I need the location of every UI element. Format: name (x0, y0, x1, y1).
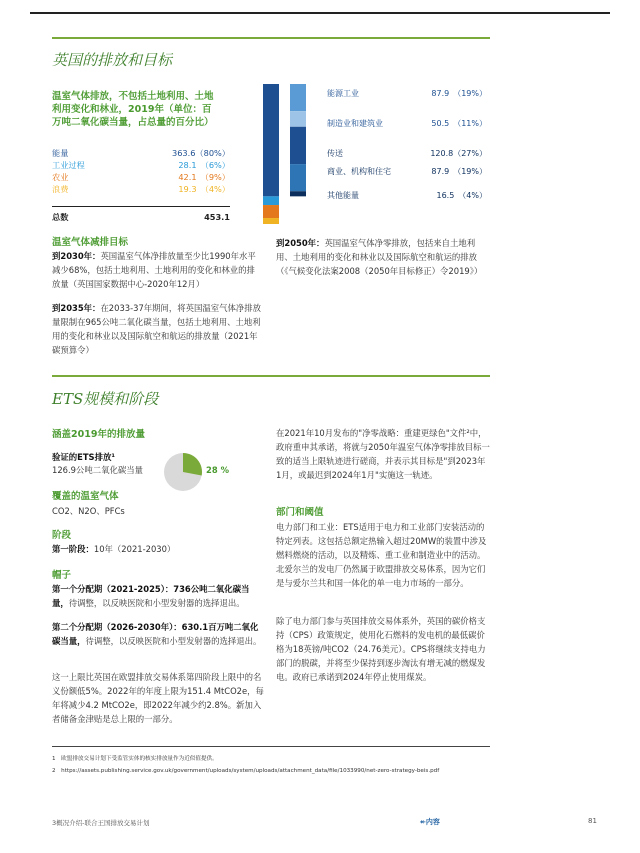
target-2050 (276, 236, 490, 278)
footer-title: 3概况介绍-联合王国排放交易计划 (52, 819, 150, 827)
cap-heading: 帽子 (52, 570, 72, 581)
target-2050-text: 英国温室气体净零排放，包括来自土地利用、土地利用的变化和林业以及国际航空和航运的排放（《气候变化法案2008（2050年目标修正）令2019》） (276, 238, 483, 276)
cap-period-2-bold: 第二个分配期（2026-2030年）：630.1百万吨二氧化碳当量， (52, 622, 259, 646)
sectors-heading: 部门和阈值 (276, 507, 324, 518)
phase-label: 第一阶段： (52, 544, 94, 554)
energy-row-label: 传送 (327, 149, 343, 158)
contents-link[interactable]: ↞内容 (420, 818, 440, 826)
chart-heading: 温室气体排放，不包括土地利用、土地利用变化和林业，2019年（单位：百万吨二氧化碳当量，占总量的百分比） (52, 91, 214, 128)
left-stacked-bar (262, 84, 280, 224)
cap-period-2-text: 待调整，以反映医院和小型发射器的选择退出。 (85, 636, 262, 646)
energy-row-label: 其他能量 (327, 191, 359, 200)
emission-row (52, 184, 230, 196)
right-stacked-bar (289, 84, 307, 224)
cap-period-2 (52, 620, 264, 648)
section2-title: ETS规模和阶段 (52, 390, 159, 408)
cap-paragraph: 这一上限比英国在欧盟排放交易体系第四阶段上限中的名义份额低5%。2022年的年度上限为151.4 MtCO2e，每年将减少4.2 MtCO2e，即2022年减少约2.8%。新加入者储备金津贴是总上限的一部分。 (52, 672, 264, 724)
total-rule (52, 206, 230, 207)
target-2035-label: 到2035年： (52, 303, 101, 313)
target-2035 (52, 301, 262, 357)
target-2030-label: 到2030年： (52, 251, 101, 261)
emission-row (52, 148, 230, 160)
right-bar-segment (290, 164, 306, 191)
left-bar-segment (263, 205, 279, 218)
target-2030 (52, 249, 262, 291)
total-row (52, 212, 230, 224)
energy-row-value: 120.8（27%） (430, 149, 487, 158)
emission-row-value: 42.1 （9%） (178, 172, 230, 182)
energy-row (327, 118, 487, 130)
target-2050-label: 到2050年： (276, 238, 325, 248)
emission-row-value: 19.3 （4%） (178, 184, 230, 194)
gases-list: CO2、N2O、PFCs (52, 506, 125, 516)
cap-period-1-text: 待调整，以反映医院和小型发射器的选择退出。 (68, 598, 245, 608)
coverage-donut (163, 452, 203, 492)
left-bar-segment (263, 84, 279, 196)
emission-row-label: 工业过程 (52, 160, 85, 170)
emission-row-label: 能量 (52, 148, 69, 158)
footnote-2: 2 https://assets.publishing.service.gov.uk/government/uploads/system/uploads/attachment_data/file/1033990/net-zero-strategy-beis.pdf (52, 768, 440, 774)
target-2030-text: 英国温室气体净排放量至少比1990年水平减少68%，包括土地利用、土地利用的变化和林业的排放量（英国国家数据中心-2020年12月） (52, 251, 256, 289)
right-bar-segment (290, 127, 306, 164)
phase-text: 10年（2021-2030） (93, 544, 176, 554)
emission-row-label: 农业 (52, 172, 69, 182)
emission-row (52, 172, 230, 184)
phase-heading: 阶段 (52, 530, 72, 541)
energy-row (327, 190, 487, 202)
gases-heading: 覆盖的温室气体 (52, 491, 119, 502)
coverage-percent: 28 % (206, 465, 229, 475)
target-2035-text: 在2033-37年期间，将英国温室气体净排放量限制在965公吨二氧化碳当量，包括土地利用、土地利用的变化和林业以及国际航空和航运的排放量（2021年碳预算令） (52, 303, 262, 355)
energy-row-value: 87.9 （19%） (431, 167, 487, 176)
phase-line (52, 542, 175, 556)
left-bar-segment (263, 196, 279, 205)
cps-paragraph: 除了电力部门参与英国排放交易体系外，英国的碳价格支持（CPS）政策规定，使用化石燃料的发电机的最低碳价格为18英镑/吨CO2（24.76美元）。CPS将继续支持电力部门的脱碳，并将至少保持到逐步淘汰有增无减的燃煤发电。政府已承诺到2024年停止使用煤炭。 (276, 616, 486, 682)
footnote-rule (52, 746, 490, 747)
emission-row-value: 28.1 （6%） (178, 160, 230, 170)
energy-row (327, 166, 487, 178)
sectors-paragraph: 电力部门和工业：ETS适用于电力和工业部门安装活动的特定列表。这包括总额定热输入超过20MW的装置中涉及燃料燃烧的活动，以及精炼、重工业和制造业中的活动。北爱尔兰的发电厂仍然属于欧盟排放交易体系，因为它们是与爱尔兰共和国一体化的单一电力市场的一部分。 (276, 522, 487, 588)
emission-row-value: 363.6（80%） (171, 148, 230, 158)
page-number: 81 (588, 817, 597, 825)
section1-title: 英国的排放和目标 (52, 51, 173, 69)
energy-row (327, 88, 487, 100)
verified-label: 验证的ETS排放¹ (52, 452, 116, 462)
left-bar-segment (263, 218, 279, 224)
emission-row (52, 160, 230, 172)
section1-rule (52, 37, 490, 39)
energy-row-value: 16.5 （4%） (436, 191, 487, 200)
emission-row-label: 浪费 (52, 184, 69, 194)
net-zero-paragraph: 在2021年10月发布的"净零战略：重建更绿色"文件²中，政府重申其承诺，将就与2050年温室气体净零排放目标一致的适当上限轨迹进行磋商，并表示其目标是"到2023年1月，或最迟到2024年1月"实施这一轨迹。 (276, 428, 490, 480)
top-rule (30, 12, 610, 14)
right-bar-segment (290, 84, 306, 111)
coverage-heading: 涵盖2019年的排放量 (52, 429, 145, 440)
total-label: 总数 (52, 212, 69, 222)
right-bar-segment (290, 191, 306, 196)
right-bar-segment (290, 111, 306, 127)
total-value: 453.1 (204, 212, 230, 222)
cap-period-1 (52, 582, 264, 610)
verified-value: 126.9公吨二氧化碳当量 (52, 465, 143, 475)
energy-row-value: 50.5 （11%） (431, 119, 487, 128)
targets-heading: 温室气体减排目标 (52, 237, 129, 248)
energy-row-label: 制造业和建筑业 (327, 119, 383, 128)
cap-period-1-bold: 第一个分配期（2021-2025）：736公吨二氧化碳当量， (52, 584, 250, 608)
section2-rule (52, 375, 490, 377)
donut-slice-covered (183, 453, 202, 476)
energy-row-label: 能源工业 (327, 89, 359, 98)
energy-row (327, 148, 487, 160)
footnote-1: 1 欧盟排放交易计划下受监管实体的核实排放量作为近似值提供。 (52, 756, 218, 762)
energy-row-label: 商业、机构和住宅 (327, 167, 391, 176)
energy-row-value: 87.9 （19%） (431, 89, 487, 98)
